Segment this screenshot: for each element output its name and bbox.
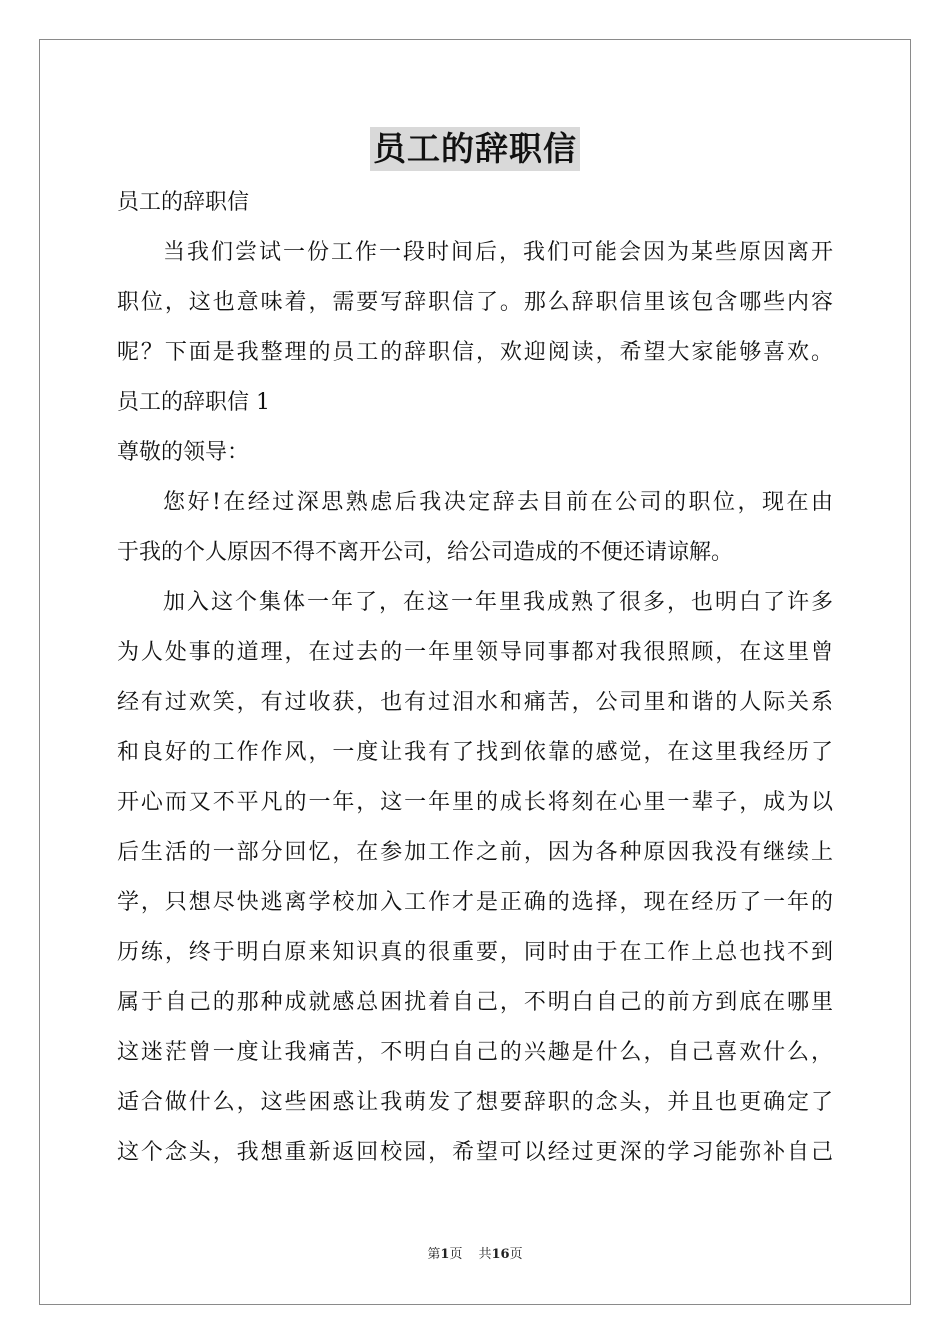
body-line: 为人处事的道理，在过去的一年里领导同事都对我很照顾，在这里曾 bbox=[117, 640, 833, 665]
page-prefix: 第 bbox=[427, 1247, 441, 1262]
total-prefix: 共 bbox=[478, 1247, 492, 1262]
body-line: 属于自己的那种成就感总困扰着自己，不明白自己的前方到底在哪里 bbox=[117, 990, 833, 1015]
document-body bbox=[117, 178, 833, 1178]
body-line: 职位，这也意味着，需要写辞职信了。那么辞职信里该包含哪些内容 bbox=[117, 290, 833, 315]
title-wrap bbox=[0, 127, 950, 171]
page-number bbox=[427, 1247, 462, 1262]
body-line: 呢？下面是我整理的员工的辞职信，欢迎阅读，希望大家能够喜欢。 bbox=[117, 340, 833, 365]
body-line: 员工的辞职信 bbox=[117, 190, 250, 215]
page-total bbox=[478, 1247, 522, 1262]
body-line: 您好!在经过深思熟虑后我决定辞去目前在公司的职位，现在由 bbox=[163, 490, 833, 515]
document-title: 员工的辞职信 bbox=[370, 127, 580, 171]
page-footer bbox=[0, 1245, 950, 1265]
body-line: 适合做什么，这些困惑让我萌发了想要辞职的念头，并且也更确定了 bbox=[117, 1090, 833, 1115]
total-suffix: 页 bbox=[509, 1247, 523, 1262]
body-line: 开心而又不平凡的一年，这一年里的成长将刻在心里一辈子，成为以 bbox=[117, 790, 833, 815]
body-line: 尊敬的领导： bbox=[117, 440, 250, 465]
body-line: 学，只想尽快逃离学校加入工作才是正确的选择，现在经历了一年的 bbox=[117, 890, 833, 915]
body-line: 这个念头，我想重新返回校园，希望可以经过更深的学习能弥补自己 bbox=[117, 1140, 833, 1165]
body-line: 和良好的工作作风，一度让我有了找到依靠的感觉，在这里我经历了 bbox=[117, 740, 833, 765]
body-line: 经有过欢笑，有过收获，也有过泪水和痛苦，公司里和谐的人际关系 bbox=[117, 690, 833, 715]
body-line: 员工的辞职信 1 bbox=[117, 390, 270, 415]
total-count: 16 bbox=[491, 1247, 510, 1262]
body-line: 历练，终于明白原来知识真的很重要，同时由于在工作上总也找不到 bbox=[117, 940, 833, 965]
body-line: 于我的个人原因不得不离开公司，给公司造成的不便还请谅解。 bbox=[117, 540, 734, 565]
page-current: 1 bbox=[440, 1247, 450, 1262]
body-line: 后生活的一部分回忆，在参加工作之前，因为各种原因我没有继续上 bbox=[117, 840, 833, 865]
body-line: 这迷茫曾一度让我痛苦，不明白自己的兴趣是什么，自己喜欢什么， bbox=[117, 1040, 833, 1065]
body-line: 当我们尝试一份工作一段时间后，我们可能会因为某些原因离开 bbox=[163, 240, 833, 265]
page-suffix: 页 bbox=[449, 1247, 463, 1262]
body-line: 加入这个集体一年了，在这一年里我成熟了很多，也明白了许多 bbox=[163, 590, 833, 615]
